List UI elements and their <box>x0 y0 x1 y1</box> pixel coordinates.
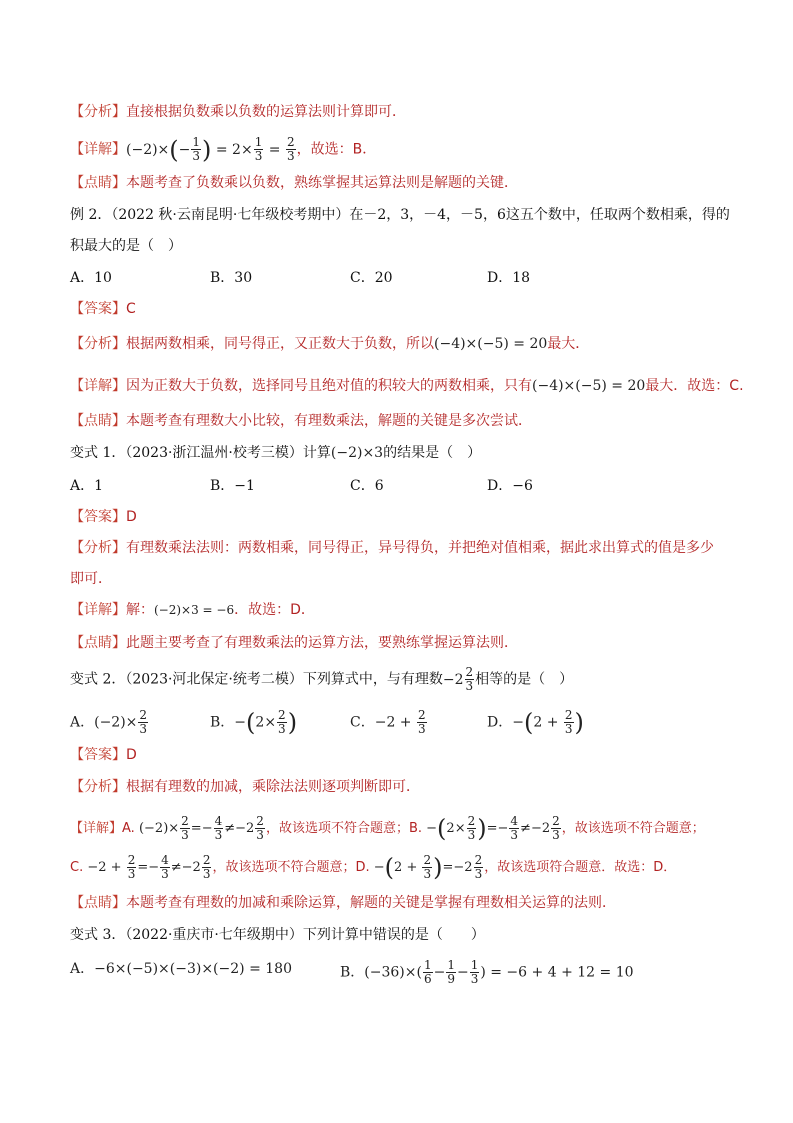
analysis-tag: 【分析】 <box>70 540 126 556</box>
detail-math-b: −(2× $\frac{2}{3}$ )=− $\frac{4}{3}$ ≠−2 $\frac{2}{3}$ <box>426 814 560 843</box>
variant2-question-text: 变式 2．（2023·河北保定·统考二模）下列算式中，与有理数 <box>70 671 443 688</box>
analysis-tag: 【分析】 <box>70 336 126 352</box>
detail-tag: 【详解】 <box>70 602 126 618</box>
variant1-answer-line <box>70 507 733 527</box>
pointer-tag: 【点睛】 <box>70 895 126 911</box>
example2-option-c: C．20 <box>350 270 393 286</box>
pointer-text: 此题主要考查了有理数乘法的运算方法，要熟练掌握运算法则． <box>126 635 518 651</box>
variant1-option-c: C．6 <box>350 478 384 494</box>
variant3-option-a: A．−6×(−5)×(−3)×(−2) = 180 <box>70 961 292 977</box>
variant3-option-b-pre: B．(−36)×( <box>340 964 422 981</box>
variant2-option-d: D．−(2 + $\frac{2}{3}$ ) <box>487 708 584 737</box>
variant1-question-tail: 的结果是（ ） <box>383 445 482 461</box>
variant3-option-b: B．(−36)×( $\frac{1}{6}$ − $\frac{1}{9}$ − $\frac{1}{3}$ ) = −6 + 4 + 12 = 10 <box>340 958 634 986</box>
variant1-option-b: B．−1 <box>210 478 255 494</box>
detail-line-1 <box>70 136 733 163</box>
variant2-detail-line-2 <box>70 854 733 881</box>
detail-tail: ．故选：D． <box>234 602 315 618</box>
analysis-text-b: 最大． <box>547 336 590 352</box>
detail-math-c: −2 + $\frac{2}{3}$ =− $\frac{4}{3}$ ≠−2 $\frac{2}{3}$ <box>87 853 211 881</box>
variant2-option-a: A．(−2)× $\frac{2}{3}$ <box>70 708 148 736</box>
analysis-text: 根据有理数的加减，乘除法法则逐项判断即可． <box>126 779 420 795</box>
analysis-text-a: 根据两数相乘，同号得正，又正数大于负数，所以 <box>126 336 434 352</box>
detail-tag: 【详解】 <box>70 821 123 836</box>
analysis-tag: 【分析】 <box>70 104 126 120</box>
detail-a-label: A. <box>122 821 135 836</box>
answer-text: D <box>126 509 137 525</box>
variant1-pointer-line <box>70 633 733 653</box>
variant2-question-math: −2 $\frac{2}{3}$ <box>442 665 474 693</box>
variant1-question-math: (−2)×3 <box>330 445 384 461</box>
analysis-math: (−4)×(−5) = 20 <box>434 336 548 352</box>
variant3-option-b-post: ) = −6 + 4 + 12 = 10 <box>480 964 634 981</box>
variant2-pointer-line <box>70 893 733 913</box>
answer-tag: 【答案】 <box>70 509 126 525</box>
variant2-detail-line-1 <box>70 815 733 842</box>
example2-analysis-line <box>70 334 733 354</box>
detail-text: 解： <box>126 602 154 618</box>
pointer-text: 本题考查有理数的加减和乘除运算，解题的关键是掌握有理数相关运算的法则． <box>126 895 616 911</box>
variant1-detail-line <box>70 600 733 620</box>
example2-question-line-1: 例 2．（2022 秋·云南昆明·七年级校考期中）在－2，3，－4，－5，6这五个数中，任取两个数相乘，得的 <box>70 207 730 223</box>
answer-tag: 【答案】 <box>70 301 126 317</box>
variant1-question-line <box>70 443 733 463</box>
analysis-text: 有理数乘法法则：两数相乘，同号得正，异号得负，并把绝对值相乘，据此求出算式的值是多少 <box>126 540 714 556</box>
variant3-question-line: 变式 3．（2022·重庆市·七年级期中）下列计算中错误的是（ ） <box>70 927 485 943</box>
variant2-option-c: C．−2 + $\frac{2}{3}$ <box>350 708 426 736</box>
detail-text-b: 最大．故选：C. <box>645 378 744 394</box>
detail-text-b: ，故该选项不符合题意；B. <box>265 821 422 836</box>
example2-option-d: D．18 <box>487 270 531 286</box>
detail-text-a: 因为正数大于负数，选择同号且绝对值的积较大的两数相乘，只有 <box>126 378 532 394</box>
example2-question-line-2: 积最大的是（ ） <box>70 238 182 254</box>
variant2-question-tail: 相等的是（ ） <box>475 671 574 688</box>
variant1-analysis-line-1 <box>70 538 733 558</box>
detail-math-a: (−2)× $\frac{2}{3}$ =− $\frac{4}{3}$ ≠−2 $\frac{2}{3}$ <box>138 814 264 842</box>
variant1-analysis-line-2: 即可． <box>70 571 112 587</box>
variant2-answer-line <box>70 745 733 765</box>
variant2-question-line <box>70 666 733 693</box>
variant1-question-text: 变式 1．（2023·浙江温州·校考三模）计算 <box>70 445 331 461</box>
variant2-analysis-line <box>70 777 733 797</box>
detail-text-d: ，故该选项不符合题意；D. <box>212 860 370 875</box>
detail-math-d: −(2 + $\frac{2}{3}$ )=−2 $\frac{2}{3}$ <box>373 853 483 882</box>
detail-text: ，故选：B． <box>296 141 377 158</box>
detail-tag-label: 【详解】 <box>70 141 126 158</box>
example2-detail-line <box>70 376 744 396</box>
variant2-option-b: B．−(2× $\frac{2}{3}$ ) <box>210 708 298 737</box>
variant1-option-d: D．−6 <box>487 478 533 494</box>
detail-tag: 【详解】 <box>70 378 126 394</box>
answer-text: D <box>126 747 137 763</box>
detail-math: (−4)×(−5) = 20 <box>532 378 646 394</box>
analysis-tag: 【分析】 <box>70 779 126 795</box>
pointer-line-1 <box>70 173 733 193</box>
detail-math-1: (−2)×(− $\frac{1}{3}$ ) = 2× $\frac{1}{3}$ = $\frac{2}{3}$ <box>126 135 295 164</box>
example2-pointer-line <box>70 411 733 431</box>
example2-option-b: B．30 <box>210 270 253 286</box>
variant1-option-a: A．1 <box>70 478 104 494</box>
example2-answer-line <box>70 299 733 319</box>
pointer-tag: 【点睛】 <box>70 175 126 191</box>
detail-math: (−2)×3 = −6 <box>154 603 235 617</box>
answer-tag: 【答案】 <box>70 747 126 763</box>
pointer-tag: 【点睛】 <box>70 413 126 429</box>
detail-text-c: ，故该选项不符合题意； <box>561 821 705 836</box>
pointer-tag: 【点睛】 <box>70 635 126 651</box>
pointer-text: 本题考查有理数大小比较，有理数乘法，解题的关键是多次尝试． <box>126 413 532 429</box>
answer-text: C <box>126 301 136 317</box>
analysis-text: 直接根据负数乘以负数的运算法则计算即可． <box>126 104 406 120</box>
analysis-line-1 <box>70 102 733 122</box>
detail-text-e: ，故该选项符合题意．故选：D． <box>484 860 677 875</box>
detail-c-label: C. <box>70 860 84 875</box>
example2-option-a: A．10 <box>70 270 112 286</box>
pointer-text: 本题考查了负数乘以负数，熟练掌握其运算法则是解题的关键． <box>126 175 518 191</box>
